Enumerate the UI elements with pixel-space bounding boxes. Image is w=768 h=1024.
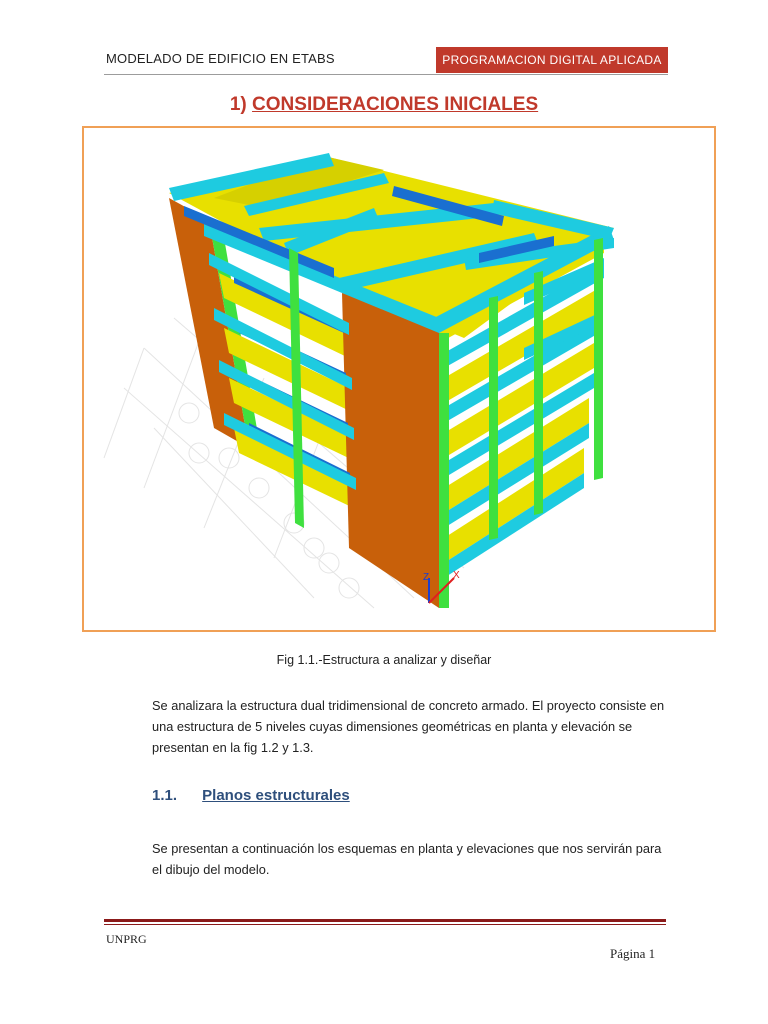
header-title: MODELADO DE EDIFICIO EN ETABS xyxy=(106,51,335,66)
plans-paragraph: Se presentan a continuación los esquemas en planta y elevaciones que nos servirán para el dibujo del modelo. xyxy=(152,841,662,877)
subsection-heading xyxy=(152,787,350,804)
axis-z-label: Z xyxy=(423,572,430,583)
subsection-number: 1.1. xyxy=(152,787,178,804)
header-course-badge: PROGRAMACION DIGITAL APLICADA xyxy=(436,47,668,73)
footer-rule xyxy=(104,919,666,922)
header-divider xyxy=(104,74,668,75)
footer-rule-thin xyxy=(104,924,666,925)
footer-institution: UNPRG xyxy=(106,932,147,946)
intro-paragraph: Se analizara la estructura dual tridimensional de concreto armado. El proyecto consiste en una estructura de 5 niveles cuyas dimensiones geométricas en planta y elevación se presentan en la fig 1.2 y 1.3. xyxy=(152,698,665,755)
central-shear-wall xyxy=(342,293,439,608)
heading-text: CONSIDERACIONES INICIALES xyxy=(252,94,539,115)
heading-number: 1) xyxy=(229,94,247,115)
section-heading xyxy=(0,94,768,116)
axis-x-label: X xyxy=(453,570,460,581)
page-number: Página 1 xyxy=(610,946,656,961)
subsection-title: Planos estructurales xyxy=(202,787,350,804)
building-model-figure xyxy=(82,126,716,632)
building-3d-render xyxy=(84,128,714,630)
figure-caption: Fig 1.1.-Estructura a analizar y diseñar xyxy=(276,653,492,667)
